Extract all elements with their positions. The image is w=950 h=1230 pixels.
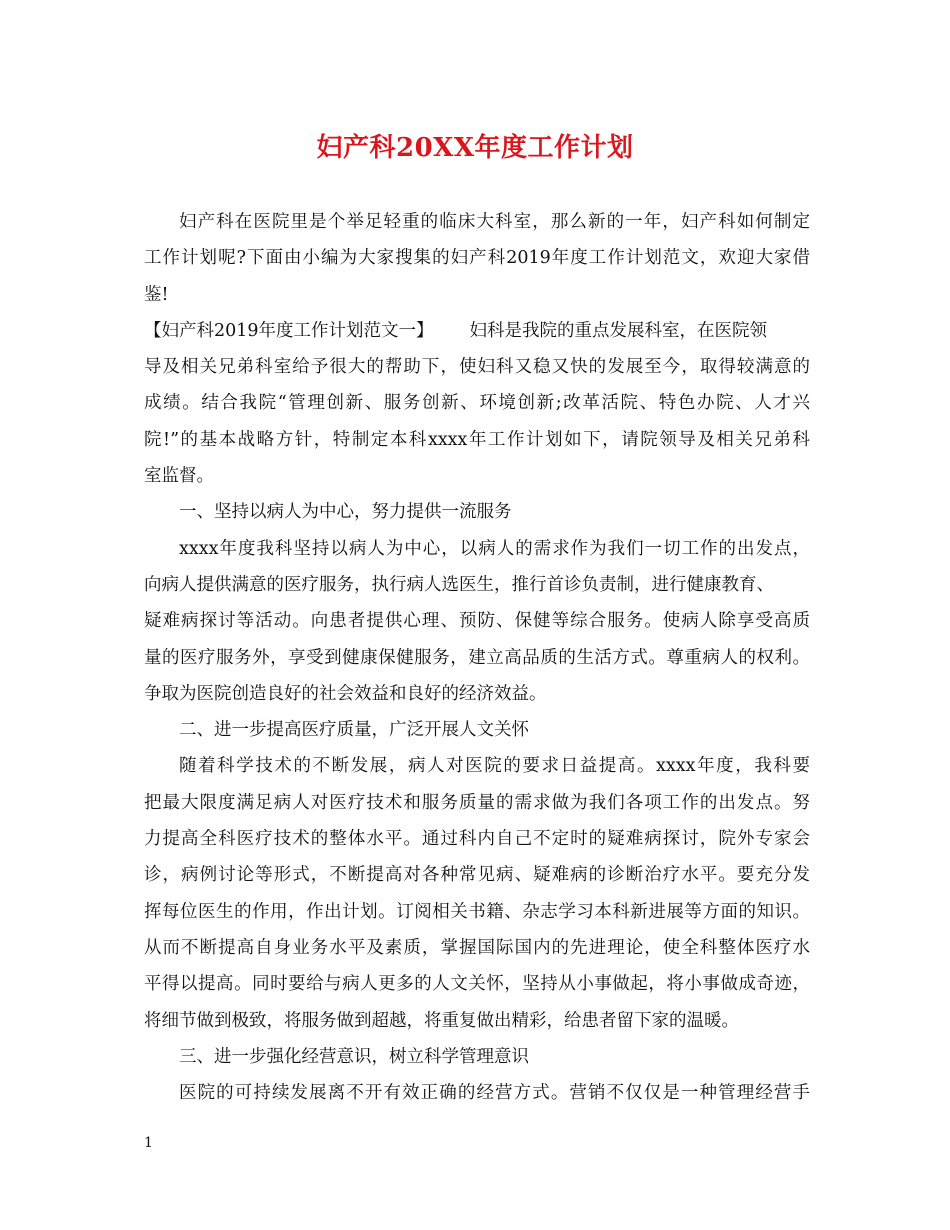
paragraph-line: 量的医疗服务外，享受到健康保健服务，建立高品质的生活方式。尊重病人的权利。 (144, 647, 810, 668)
paragraph-line: 挥每位医生的作用，作出计划。订阅相关书籍、杂志学习本科新进展等方面的知识。 (144, 901, 810, 922)
paragraph-line: 把最大限度满足病人对医疗技术和服务质量的需求做为我们各项工作的出发点。努 (144, 792, 810, 813)
paragraph-line: 疑难病探讨等活动。向患者提供心理、预防、保健等综合服务。使病人除享受高质 (144, 611, 810, 632)
page-number: 1 (144, 1135, 153, 1151)
paragraph-line: 向病人提供满意的医疗服务，执行病人选医生，推行首诊负责制，进行健康教育、 (144, 574, 774, 595)
document-body (144, 204, 810, 1111)
paragraph-line: 鉴! (144, 284, 169, 305)
paragraph-line: 将细节做到极致，将服务做到超越，将重复做出精彩，给患者留下家的温暖。 (144, 1010, 739, 1031)
paragraph-line: xxxx年度我科坚持以病人为中心，以病人的需求作为我们一切工作的出发点， (179, 538, 810, 559)
paragraph-line: 平得以提高。同时要给与病人更多的人文关怀，坚持从小事做起，将小事做成奇迹， (144, 974, 810, 995)
paragraph-line: 争取为医院创造良好的社会效益和良好的经济效益。 (144, 683, 547, 704)
paragraph-line: 院!”的基本战略方针，特制定本科xxxx年工作计划如下，请院领导及相关兄弟科 (144, 429, 810, 450)
section-heading: 二、进一步提高医疗质量，广泛开展人文关怀 (179, 720, 529, 741)
paragraph-line: 从而不断提高自身业务水平及素质，掌握国际国内的先进理论，使全科整体医疗水 (144, 937, 810, 958)
paragraph-line: 随着科学技术的不断发展，病人对医院的要求日益提高。xxxx年度，我科要 (179, 756, 810, 777)
section-bracket-heading: 【妇产科2019年度工作计划范文一】 (144, 320, 434, 341)
paragraph-line: 力提高全科医疗技术的整体水平。通过科内自己不定时的疑难病探讨，院外专家会 (144, 829, 810, 850)
paragraph-line: 诊，病例讨论等形式，不断提高对各种常见病、疑难病的诊断治疗水平。要充分发 (144, 865, 810, 886)
paragraph-line: 妇产科在医院里是个举足轻重的临床大科室，那么新的一年，妇产科如何制定 (179, 212, 810, 232)
paragraph-text: 妇科是我院的重点发展科室，在医院领 (469, 320, 768, 341)
paragraph-line: 成绩。结合我院“管理创新、服务创新、环境创新;改革活院、特色办院、人才兴 (144, 393, 810, 414)
section-heading: 一、坚持以病人为中心，努力提供一流服务 (179, 502, 512, 523)
paragraph-line: 医院的可持续发展离不开有效正确的经营方式。营销不仅仅是一种管理经营手 (179, 1083, 810, 1104)
paragraph-line-heading-mixed (144, 313, 810, 349)
document-title: 妇产科20XX年度工作计划 (316, 133, 634, 163)
paragraph-line: 导及相关兄弟科室给予很大的帮助下，使妇科又稳又快的发展至今，取得较满意的 (144, 357, 810, 378)
section-heading: 三、进一步强化经营意识，树立科学管理意识 (179, 1046, 529, 1067)
paragraph-line: 室监督。 (144, 466, 214, 487)
paragraph-line: 工作计划呢?下面由小编为大家搜集的妇产科2019年度工作计划范文，欢迎大家借 (144, 248, 810, 269)
